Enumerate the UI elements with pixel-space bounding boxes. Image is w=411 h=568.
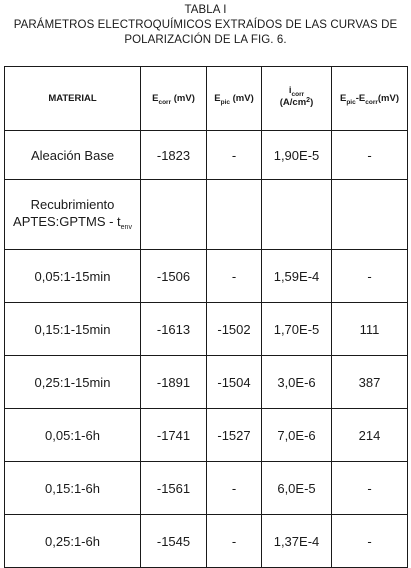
cell-diff: -	[332, 462, 408, 515]
header-diff-subscript-1: pic	[346, 99, 356, 106]
cell-epic: -1502	[207, 303, 262, 356]
cell-epic: -	[207, 515, 262, 568]
header-icorr-unit-b: )	[310, 97, 314, 108]
cell-ecorr: -1613	[141, 303, 207, 356]
table-subheader-row	[5, 180, 408, 250]
header-ecorr-symbol: E	[152, 93, 159, 104]
header-ecorr-subscript: corr	[158, 99, 172, 106]
cell-icorr: 1,90E-5	[262, 131, 332, 180]
table-row	[5, 303, 408, 356]
header-icorr-unit-a: (A/cm	[279, 97, 307, 108]
cell-icorr: 1,70E-5	[262, 303, 332, 356]
subheader-line-1: Recubrimiento	[30, 197, 115, 212]
table-caption	[0, 3, 411, 48]
header-row	[5, 67, 408, 131]
cell-icorr: 1,37E-4	[262, 515, 332, 568]
cell-material: 0,15:1-6h	[5, 462, 141, 515]
header-material	[5, 67, 141, 131]
header-diff-middle: -E	[355, 93, 366, 104]
cell-epic: -1527	[207, 409, 262, 462]
subheader-line-2	[5, 213, 140, 233]
cell-epic: -	[207, 462, 262, 515]
subheader-line-2-text: APTES:GPTMS - t	[13, 214, 121, 229]
header-icorr-subscript: corr	[291, 91, 305, 98]
header-icorr-unit-superscript: 2	[306, 97, 311, 104]
cell-ecorr: -1741	[141, 409, 207, 462]
table-row	[5, 515, 408, 568]
header-ecorr	[141, 67, 207, 131]
cell-diff: 214	[332, 409, 408, 462]
cell-ecorr: -1891	[141, 356, 207, 409]
cell-icorr: 1,59E-4	[262, 250, 332, 303]
cell-material: 0,15:1-15min	[5, 303, 141, 356]
header-epic-unit: (mV)	[230, 93, 254, 104]
cell-icorr: 7,0E-6	[262, 409, 332, 462]
cell-ecorr: -1506	[141, 250, 207, 303]
table-row	[5, 462, 408, 515]
cell-ecorr: -1561	[141, 462, 207, 515]
cell-material: 0,05:1-6h	[5, 409, 141, 462]
cell-diff: -	[332, 515, 408, 568]
cell-empty	[141, 180, 207, 250]
table-row	[5, 409, 408, 462]
cell-epic: -	[207, 131, 262, 180]
header-icorr	[262, 67, 332, 131]
cell-material: 0,25:1-15min	[5, 356, 141, 409]
data-table	[4, 66, 408, 568]
cell-diff: -	[332, 131, 408, 180]
cell-material: 0,05:1-15min	[5, 250, 141, 303]
cell-icorr: 3,0E-6	[262, 356, 332, 409]
table-label: TABLA I	[184, 4, 227, 16]
header-ecorr-unit: (mV)	[171, 93, 195, 104]
cell-icorr: 6,0E-5	[262, 462, 332, 515]
header-icorr-unit-line	[262, 96, 331, 111]
table-row-base-alloy	[5, 131, 408, 180]
cell-subheader-coating	[5, 180, 141, 250]
header-icorr-symbol: i	[288, 85, 292, 96]
header-diff-symbol-1: E	[339, 93, 347, 104]
header-epic-subscript: pic	[220, 99, 230, 106]
cell-diff: 111	[332, 303, 408, 356]
header-material-text: MATERIAL	[48, 93, 97, 104]
table-title-line-1: PARÁMETROS ELECTROQUÍMICOS EXTRAÍDOS DE LAS CURVAS DE	[13, 19, 398, 31]
cell-epic: -	[207, 250, 262, 303]
table-row	[5, 250, 408, 303]
header-diff-subscript-2: corr	[365, 99, 378, 106]
cell-diff: -	[332, 250, 408, 303]
cell-empty	[207, 180, 262, 250]
cell-material: Aleación Base	[5, 131, 141, 180]
cell-material: 0,25:1-6h	[5, 515, 141, 568]
cell-empty	[262, 180, 332, 250]
table-title-line-2: POLARIZACIÓN DE LA FIG. 6.	[124, 34, 287, 46]
header-icorr-symbol-line	[262, 86, 331, 96]
cell-ecorr: -1823	[141, 131, 207, 180]
cell-ecorr: -1545	[141, 515, 207, 568]
subheader-line-2-subscript: env	[120, 224, 132, 231]
cell-epic: -1504	[207, 356, 262, 409]
cell-empty	[332, 180, 408, 250]
header-diff-unit: (mV)	[377, 93, 400, 104]
header-epic-symbol: E	[214, 93, 221, 104]
table-row	[5, 356, 408, 409]
header-epic-minus-ecorr	[332, 67, 408, 131]
cell-diff: 387	[332, 356, 408, 409]
header-epic	[207, 67, 262, 131]
